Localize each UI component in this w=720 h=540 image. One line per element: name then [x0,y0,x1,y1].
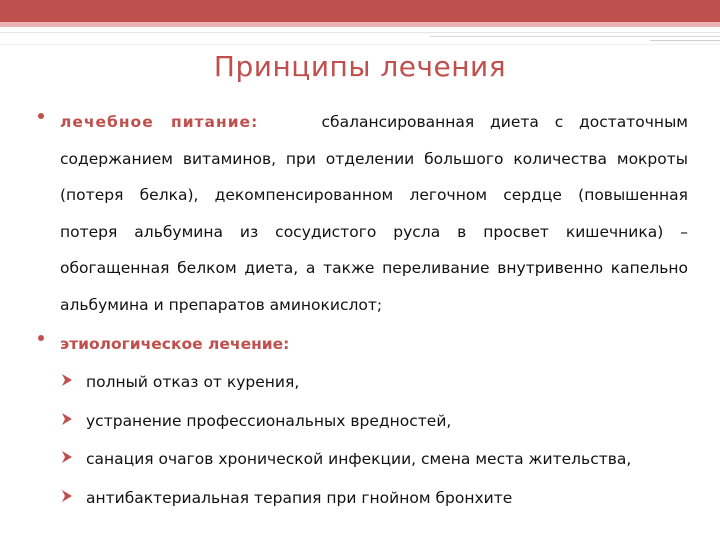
sub-item-text: устранение профессиональных вредностей, [86,411,452,430]
bullet-heading: этиологическое лечение: [60,334,290,353]
bullet-item [32,326,688,363]
bullet-text: сбалансированная диета с достаточным содержанием витаминов, при отделении большого количества мокроты (потеря белка), декомпенсированном легочном сердце (повышенная потеря альбумина из сосудистого русла в просвет кишечника) – обогащенная белком диета, а также переливание внутривенно капельно альбумина и препаратов аминокислот; [60,113,688,314]
bullet-dot-icon [38,113,44,119]
decor-line [0,44,720,45]
bullet-item [32,104,688,324]
arrow-bullet-icon [62,413,72,425]
arrow-bullet-icon [62,490,72,502]
bullet-heading: лечебное питание: [60,113,259,131]
bullet-dot-icon [38,335,44,341]
top-band [0,0,720,22]
slide-content [32,104,688,517]
sub-item-text: санация очагов хронической инфекции, смена места жительства, [86,450,632,469]
slide-title: Принципы лечения [213,50,507,83]
top-band-shadow [0,22,720,27]
bullet-paragraph [60,104,688,324]
sub-list-item [32,441,688,478]
sub-list-item [32,364,688,401]
sub-item-text: антибактериальная терапия при гнойном бронхите [86,488,513,507]
decor-line [430,36,720,37]
sub-list-item [32,480,688,517]
decor-line [650,40,720,41]
arrow-bullet-icon [62,451,72,463]
bullet-paragraph [60,326,688,363]
decor-line [0,32,720,33]
sub-item-text: полный отказ от курения, [86,373,300,392]
arrow-bullet-icon [62,374,72,386]
sub-list-item [32,403,688,440]
